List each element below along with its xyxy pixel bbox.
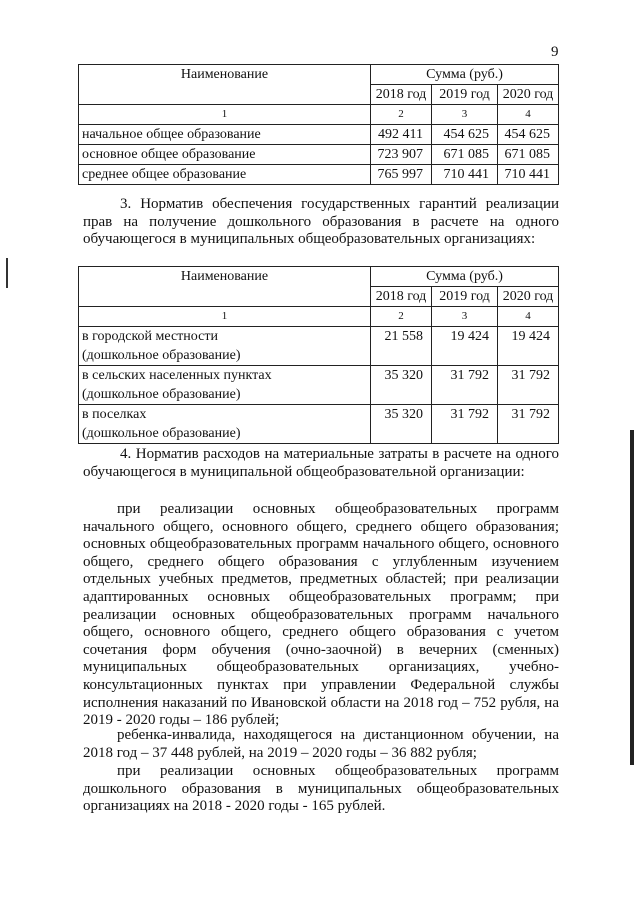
row-name	[79, 405, 371, 444]
table-row	[79, 145, 559, 165]
section4-paragraph-1: при реализации основных общеобразовательных программ начального общего, основного общего, среднего общего образования; основных общеобразовательных программ начального общего, основного общего, среднего общего образования с углубленным изучением отдельных учебных предметов, предметных областей; при реализации адаптированных основных общеобразовательных программ; при реализации основных общеобразовательных программ начального общего, основного общего, среднего общего образования с учетом сочетания форм обучения (очно-заочной) в вечерних (сменных) муниципальных общеобразовательных организациях, учебно-консультационных пунктах при управлении Федеральной службы исполнения наказаний по Ивановской области на 2018 год – 752 рубля, на 2019 - 2020 годы – 186 рублей;	[83, 501, 559, 729]
value-2018: 492 411	[371, 125, 432, 145]
value-2018: 723 907	[371, 145, 432, 165]
table-row	[79, 366, 559, 405]
value-2018: 35 320	[371, 405, 432, 444]
table2-col-number: 4	[498, 307, 559, 327]
table-norms-preschool-education	[78, 266, 559, 444]
table-row	[79, 125, 559, 145]
table1-col-number: 1	[79, 105, 371, 125]
scan-edge-mark	[6, 258, 8, 288]
value-2019: 31 792	[432, 405, 498, 444]
table2-header-name: Наименование	[79, 267, 371, 307]
table2-year: 2019 год	[432, 287, 498, 307]
table-row	[79, 327, 559, 366]
table2-col-number: 3	[432, 307, 498, 327]
value-2020: 454 625	[498, 125, 559, 145]
scan-edge-mark	[630, 430, 634, 765]
value-2019: 710 441	[432, 165, 498, 185]
row-name: среднее общее образование	[79, 165, 371, 185]
row-name	[79, 327, 371, 366]
table2-col-number: 1	[79, 307, 371, 327]
table1-year: 2019 год	[432, 85, 498, 105]
table2-year: 2018 год	[371, 287, 432, 307]
table2-year: 2020 год	[498, 287, 559, 307]
value-2020: 31 792	[498, 366, 559, 405]
section3-text: 3. Норматив обеспечения государственных гарантий реализации прав на получение дошкольного образования в расчете на одного обучающегося в муниципальных общеобразовательных организациях:	[83, 196, 559, 248]
row-name-line2: (дошкольное образование)	[82, 426, 241, 441]
table-row	[79, 405, 559, 444]
table1-col-number: 2	[371, 105, 432, 125]
value-2019: 19 424	[432, 327, 498, 366]
value-2020: 19 424	[498, 327, 559, 366]
table1-header-name: Наименование	[79, 65, 371, 105]
table-norms-general-education	[78, 64, 559, 185]
row-name	[79, 366, 371, 405]
row-name-line2: (дошкольное образование)	[82, 348, 241, 363]
row-name: основное общее образование	[79, 145, 371, 165]
table-row	[79, 165, 559, 185]
value-2018: 765 997	[371, 165, 432, 185]
table1-col-number: 3	[432, 105, 498, 125]
value-2018: 35 320	[371, 366, 432, 405]
section4-paragraph-2: ребенка-инвалида, находящегося на дистанционном обучении, на 2018 год – 37 448 рублей, на 2019 – 2020 годы – 36 882 рубля;	[83, 727, 559, 761]
value-2020: 671 085	[498, 145, 559, 165]
table1-col-number: 4	[498, 105, 559, 125]
row-name-line1: в сельских населенных пунктах	[82, 368, 272, 383]
table1-year: 2020 год	[498, 85, 559, 105]
value-2019: 454 625	[432, 125, 498, 145]
value-2020: 31 792	[498, 405, 559, 444]
table1-header-sum: Сумма (руб.)	[371, 65, 559, 85]
row-name-line1: в городской местности	[82, 329, 218, 344]
table2-col-number: 2	[371, 307, 432, 327]
section4-paragraph-3: при реализации основных общеобразовательных программ дошкольного образования в муниципальных общеобразовательных организациях на 2018 - 2020 годы - 165 рублей.	[83, 763, 559, 815]
value-2019: 31 792	[432, 366, 498, 405]
row-name-line1: в поселках	[82, 407, 147, 422]
value-2018: 21 558	[371, 327, 432, 366]
value-2019: 671 085	[432, 145, 498, 165]
row-name: начальное общее образование	[79, 125, 371, 145]
table2-header-sum: Сумма (руб.)	[371, 267, 559, 287]
value-2020: 710 441	[498, 165, 559, 185]
row-name-line2: (дошкольное образование)	[82, 387, 241, 402]
page-number: 9	[551, 44, 559, 60]
section4-intro: 4. Норматив расходов на материальные затраты в расчете на одного обучающегося в муниципальной общеобразовательной организации:	[83, 446, 559, 480]
table1-year: 2018 год	[371, 85, 432, 105]
